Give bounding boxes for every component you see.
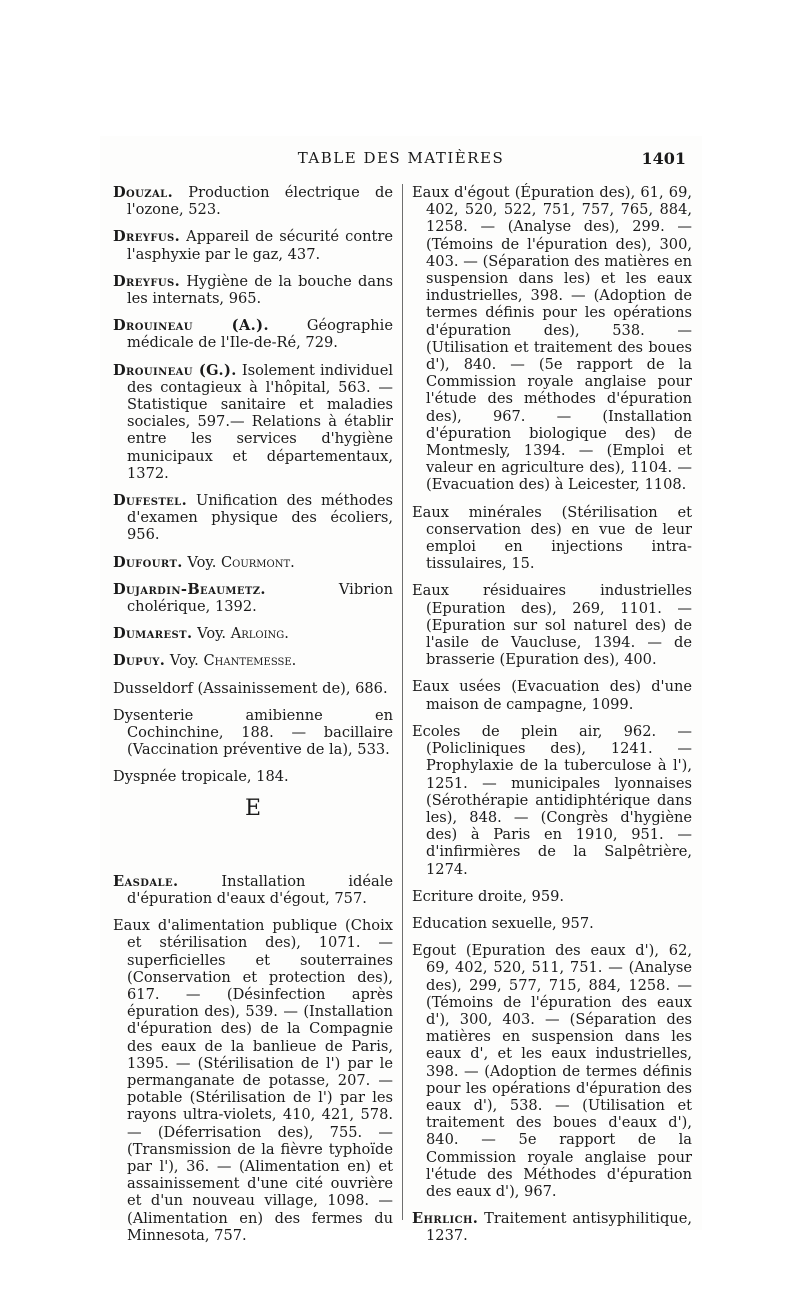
entry-text: Eaux d'égout (Épuration des), 61, 69, 402, 520, 522, 751, 757, 765, 884, 1258. — (Analyse des), 299. — (Témoins de l'épuration des), 300, 403. — (Séparation des matières en suspension dans les) et les eaux industrielles, 398. — (Adoption de termes définis pour les opérations d'épuration des), 538. — (Utilisation et traitement des boues d'), 840. — (5e rapport de la Commission royale anglaise pour l'étude des méthodes d'épuration des), 967. — (Installation d'épuration biologique des) de Montmesly, 1394. — (Emploi et valeur en agriculture des), 1104. — (Evacuation des) à Leicester, 1108. xyxy=(412,184,692,494)
entry-text: Voy. xyxy=(192,625,231,643)
entry-text: Education sexuelle, 957. xyxy=(412,914,594,932)
left-entries-after xyxy=(113,873,393,1244)
running-title: TABLE DES MATIÈRES xyxy=(297,149,505,167)
index-entry xyxy=(412,915,692,932)
index-entry xyxy=(113,228,393,262)
index-entry xyxy=(412,678,692,712)
entry-heading: Dujardin-Beaumetz. xyxy=(113,580,266,598)
index-entry xyxy=(113,652,393,669)
entry-text: Voy. xyxy=(182,553,221,571)
index-entry xyxy=(412,1210,692,1244)
index-entry xyxy=(113,492,393,544)
entry-heading: Dumarest. xyxy=(113,625,193,643)
entry-heading: Dufourt. xyxy=(113,553,183,571)
page-number: 1401 xyxy=(641,149,686,168)
entry-text: Ecoles de plein air, 962. — (Policliniques des), 1241. — Prophylaxie de la tuberculose à l'), 1251. — municipales lyonnaises (Sérothérapie antidiphtérique dans les), 848. — (Congrès d'hygiène des) à Paris en 1910, 951. — d'infirmières de la Salpêtrière, 1274. xyxy=(412,722,692,878)
entry-text: Voy. xyxy=(165,652,204,670)
index-entry xyxy=(113,625,393,642)
entry-heading: Dreyfus. xyxy=(113,228,181,246)
entry-heading: Dreyfus. xyxy=(113,272,181,290)
entry-text: Eaux d'alimentation publique (Choix et stérilisation des), 1071. — superficielles et souterraines (Conservation et protection des), 617. — (Désinfection après épuration des), 539. — (Installation d'épuration des) de la Compagnie des eaux de la banlieue de Paris, 1395. — (Stérilisation de l') par le permanganate de potasse, 207. — potable (Stérilisation de l') par les rayons ultra-violets, 410, 421, 578. — (Déferrisation des), 755. — (Transmission de la fièvre typhoïde par l'), 36. — (Alimentation en) et assainissement d'une cité ouvrière et d'un nouveau village, 1098. — (Alimentation en) des fermes du Minnesota, 757. xyxy=(113,917,393,1244)
index-entry xyxy=(412,504,692,573)
right-column xyxy=(412,184,692,1255)
index-entry xyxy=(412,942,692,1200)
entry-heading: Douzal. xyxy=(113,184,174,201)
entry-text: Géographie médicale de l'Ile-de-Ré, 729. xyxy=(127,317,393,352)
entry-text: Appareil de sécurité contre l'asphyxie par le gaz, 437. xyxy=(127,228,393,263)
index-page xyxy=(100,136,702,1245)
entry-text: Ecriture droite, 959. xyxy=(412,887,565,905)
section-letter: E xyxy=(244,795,262,821)
entry-text: Hygiène de la bouche dans les internats, 965. xyxy=(127,272,393,308)
index-entry xyxy=(113,707,393,759)
index-entry xyxy=(412,888,692,905)
entry-text: Eaux usées (Evacuation des) d'une maison de campagne, 1099. xyxy=(412,678,692,713)
entry-text: Dyspnée tropicale, 184. xyxy=(113,768,289,786)
entry-text: Egout (Epuration des eaux d'), 62, 69, 402, 520, 511, 751. — (Analyse des), 299, 577, 715, 884, 1258. — (Témoins de l'épuration des eaux d'), 300, 403. — (Séparation des matières en suspension dans les eaux d', et les eaux industrielles, 398. — (Adoption de termes définis pour les opérations d'épuration des eaux d'), 538. — (Utilisation et traitement des boues d'eaux d'), 840. — 5e rapport de la Commission royale anglaise pour l'étude des Méthodes d'épuration des eaux d'), 967. xyxy=(412,942,692,1200)
entry-text: Isolement individuel des contagieux à l'hôpital, 563. — Statistique sanitaire et maladies sociales, 597.— Relations à établir entre les services d'hygiène municipaux et départementaux, 1372. xyxy=(127,361,393,482)
column-divider xyxy=(402,184,403,1220)
entry-text: Traitement antisyphilitique, 1237. xyxy=(426,1210,692,1245)
entry-text: Installation idéale d'épuration d'eaux d'égout, 757. xyxy=(127,872,393,907)
entry-heading: Dufestel. xyxy=(113,492,188,510)
entry-text: Vibrion cholérique, 1392. xyxy=(127,580,393,616)
entry-heading: Dupuy. xyxy=(113,652,166,670)
entry-heading: Drouineau (A.). xyxy=(113,317,269,335)
entry-text: Dusseldorf (Assainissement de), 686. xyxy=(113,679,388,697)
index-entry xyxy=(113,317,393,351)
entry-text: Eaux résiduaires industrielles (Epuration des), 269, 1101. — (Epuration sur sol naturel des) de l'asile de Vaucluse, 1394. — de brasserie (Epuration des), 400. xyxy=(412,582,692,669)
entry-text: Eaux minérales (Stérilisation et conservation des) en vue de leur emploi en injections intra-tissulaires, 15. xyxy=(412,503,692,573)
index-entry xyxy=(113,362,393,482)
entry-heading: Ehrlich. xyxy=(412,1210,479,1228)
left-entries-before xyxy=(113,184,393,786)
index-entry xyxy=(412,582,692,668)
index-entry xyxy=(113,581,393,615)
entry-cross-reference: Arloing. xyxy=(230,625,289,643)
entry-text: Dysenterie amibienne en Cochinchine, 188. — bacillaire (Vaccination préventive de la), 533. xyxy=(113,706,393,759)
running-header xyxy=(100,149,702,173)
entry-text: Production électrique de l'ozone, 523. xyxy=(127,184,393,219)
entry-heading: Drouineau (G.). xyxy=(113,361,237,379)
entry-cross-reference: Chantemesse. xyxy=(203,652,297,670)
index-entry xyxy=(113,917,393,1244)
index-entry xyxy=(113,768,393,785)
left-column xyxy=(113,184,393,1254)
index-entry xyxy=(412,723,692,878)
entry-heading: Easdale. xyxy=(113,872,179,890)
right-entries xyxy=(412,184,692,1245)
entry-text: Unification des méthodes d'examen physique des écoliers, 956. xyxy=(127,492,393,544)
index-entry xyxy=(113,680,393,697)
index-entry xyxy=(113,873,393,907)
index-entry xyxy=(113,554,393,571)
index-entry xyxy=(412,184,692,494)
entry-cross-reference: Courmont. xyxy=(220,553,295,571)
index-entry xyxy=(113,184,393,218)
index-entry xyxy=(113,273,393,307)
